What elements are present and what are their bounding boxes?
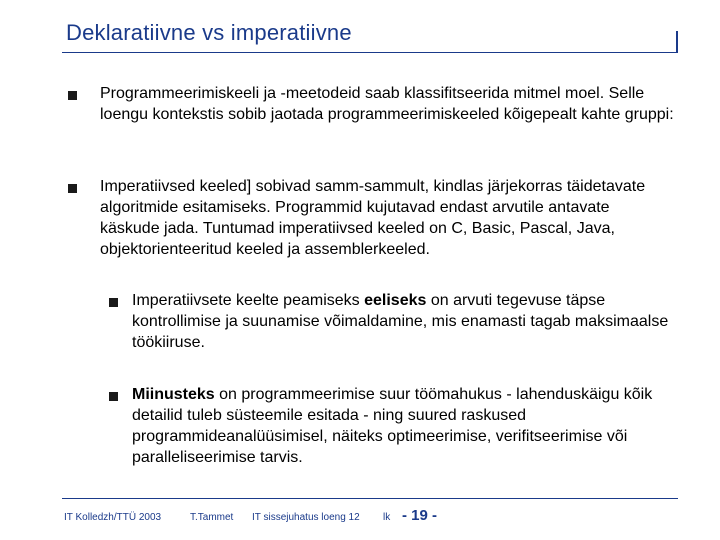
bullet-text: Imperatiivsed keeled] sobivad samm-sammult, kindlas järjekorras täidetavate algoritmide esitamiseks. Programmid kujutavad endast arvutile antavate käskude jada. Tuntumad imperatiivsed keeled on C, Basic, Pascal, Java, objektorienteeritud keeled ja assemblerkeeled. [100, 178, 646, 258]
sub-bullet-text [132, 290, 677, 353]
sub-bullet-text-rest: on programmeerimise suur töömahukus - lahenduskäigu kõik detailid tuleb süsteemile esitada - ning suured raskused programmideanalüüsimisel, näiteks optimeerimise, verifitseerimise või paralleliseerimise tarvis. [132, 386, 653, 466]
footer-page-number: - 19 - [402, 507, 438, 524]
sub-bullet-text-start: Imperatiivsete keelte peamiseks [132, 292, 365, 309]
bullet-text: Programmeerimiskeeli ja -meetodeid saab klassifitseerida mitmel moel. Selle loengu kontekstis sobib jaotada programmeerimiskeeled kõigepealt kahte gruppi: [100, 85, 674, 123]
title-underline [62, 52, 676, 53]
slide-title: Deklaratiivne vs imperatiivne [66, 20, 352, 45]
sub-bullet-text-rest: on arvuti tegevuse täpse kontrollimise ja suunamise võimaldamine, mis enamasti tagab maksimaalse töökiiruse. [132, 292, 669, 351]
sub-bullet-bold-term: Miinusteks [132, 386, 215, 403]
sub-bullet-square-icon [109, 392, 118, 401]
bullet-square-icon [68, 184, 77, 193]
footer-org: IT Kolledzh/TTÜ 2003 [64, 512, 162, 523]
bullet-square-icon [68, 91, 77, 100]
footer-divider [62, 498, 678, 499]
footer-lk: lk [383, 512, 391, 523]
sub-bullet-bold-term: eeliseks [364, 292, 427, 309]
footer-course: IT sissejuhatus loeng 12 [252, 512, 360, 523]
sub-bullet-square-icon [109, 298, 118, 307]
sub-bullet-text [132, 384, 662, 468]
title-underline-end [676, 31, 678, 53]
footer-author: T.Tammet [190, 512, 234, 523]
